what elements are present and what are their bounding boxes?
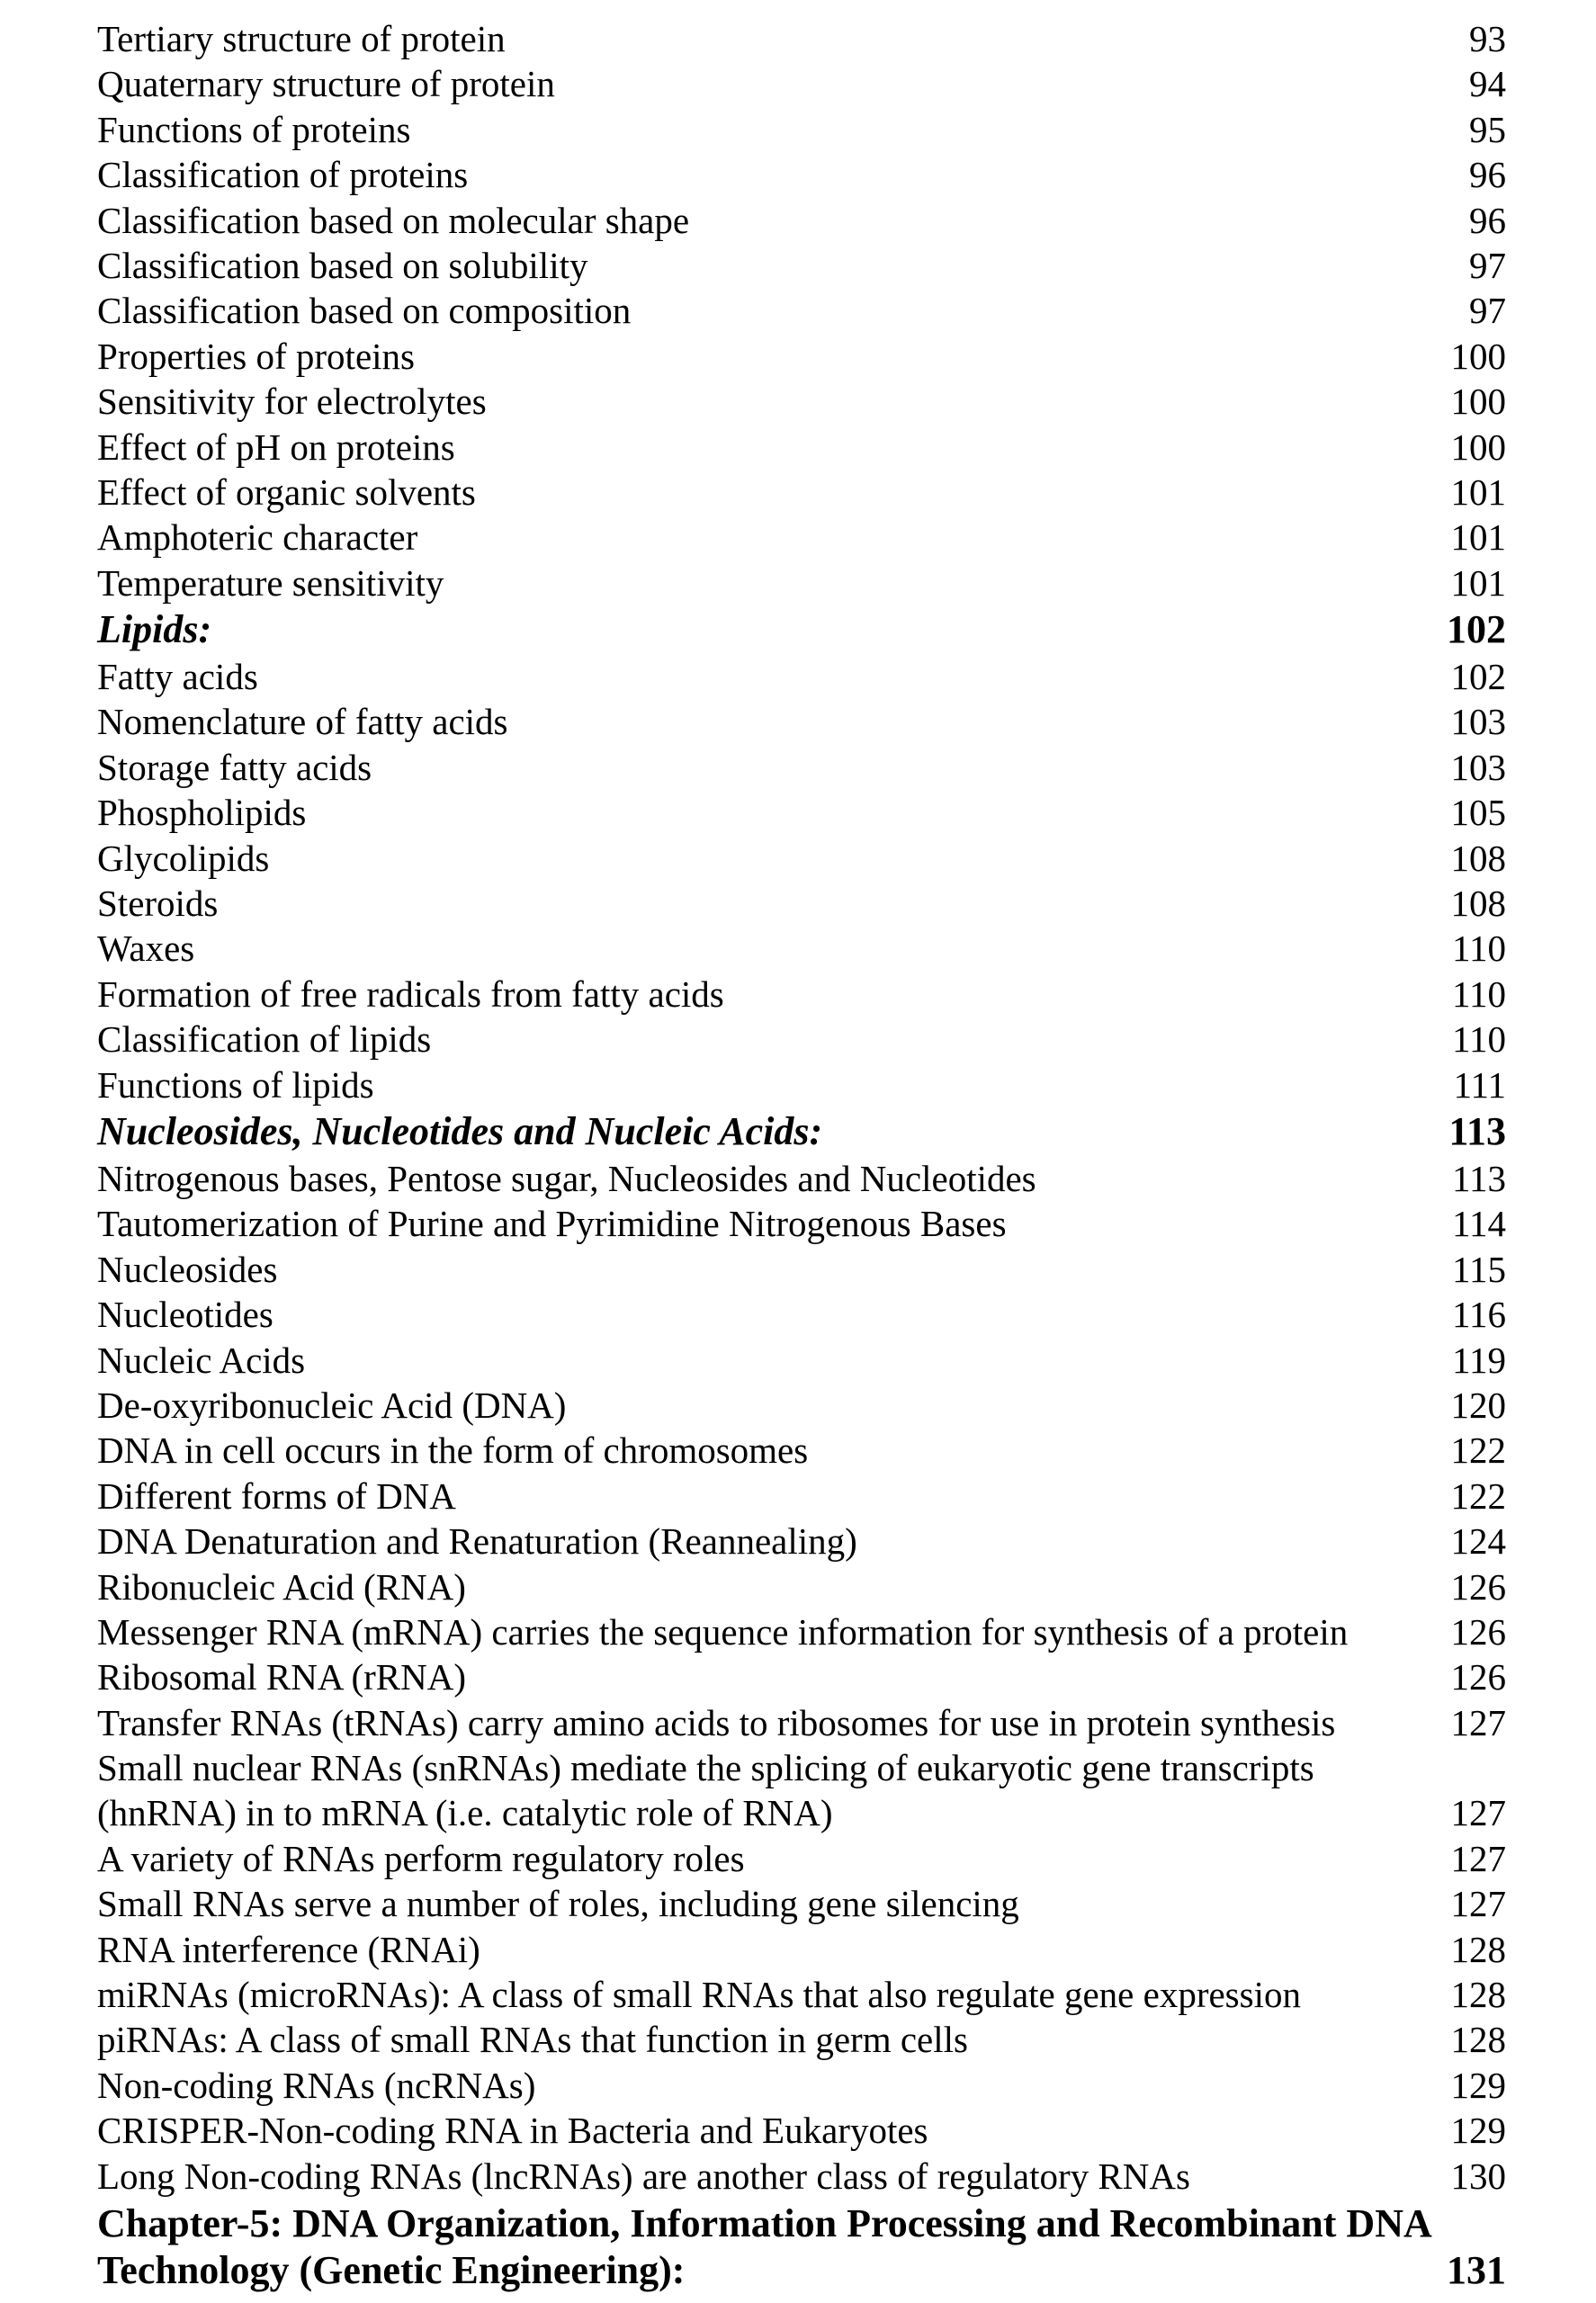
toc-entry-page: 127 — [1450, 1792, 1506, 1834]
chapter-heading — [97, 2200, 1506, 2294]
toc-entry — [97, 1519, 1506, 1564]
toc-entry-page: 126 — [1450, 1565, 1506, 1608]
toc-entry — [97, 881, 1506, 926]
toc-entry-title: Effect of organic solvents — [97, 470, 476, 513]
toc-entry-title: Phospholipids — [97, 792, 307, 834]
toc-entry-title: Messenger RNA (mRNA) carries the sequence information for synthesis of a protein — [97, 1610, 1349, 1653]
toc-entry-page: 111 — [1453, 1063, 1506, 1106]
toc-entry — [97, 379, 1506, 424]
toc-entry-title: Nucleic Acids — [97, 1339, 306, 1381]
toc-entry — [97, 288, 1506, 333]
toc-entry-title: RNA interference (RNAi) — [97, 1928, 480, 1970]
toc-entry — [97, 198, 1506, 243]
toc-entry — [97, 425, 1506, 470]
toc-entry-page: 127 — [1450, 1837, 1506, 1879]
toc-entry-title: Functions of proteins — [97, 108, 411, 150]
toc-entry-page: 113 — [1452, 1157, 1506, 1199]
toc-entry — [97, 1700, 1506, 1745]
toc-entry-title: Formation of free radicals from fatty acids — [97, 972, 724, 1015]
toc-entry-title: Classification of lipids — [97, 1018, 432, 1061]
toc-entry-page: 110 — [1452, 927, 1506, 970]
toc-entry-title: Properties of proteins — [97, 335, 415, 377]
toc-entry-page: 94 — [1469, 63, 1506, 105]
toc-entry-page: 120 — [1450, 1384, 1506, 1426]
toc-entry-title: Lipids: — [97, 607, 212, 652]
toc-entry-title: Nomenclature of fatty acids — [97, 701, 508, 743]
toc-entry — [97, 107, 1506, 152]
toc-entry-title: DNA in cell occurs in the form of chromosomes — [97, 1429, 809, 1472]
toc-section-heading — [97, 1107, 1506, 1156]
toc-entry — [97, 1654, 1506, 1699]
toc-entry-page: 95 — [1469, 108, 1506, 150]
toc-entry-page: 122 — [1450, 1429, 1506, 1472]
toc-entry — [97, 334, 1506, 379]
toc-entry-page: 110 — [1452, 1018, 1506, 1061]
toc-entry-page: 102 — [1447, 607, 1506, 652]
toc-entry — [97, 515, 1506, 560]
toc-entry — [97, 1383, 1506, 1428]
toc-section-heading — [97, 605, 1506, 654]
toc-entry — [97, 243, 1506, 288]
toc-entry-title: Classification based on composition — [97, 290, 632, 332]
toc-entry-page: 97 — [1469, 244, 1506, 286]
toc-entry — [97, 1972, 1506, 2017]
toc-entry-title: Ribonucleic Acid (RNA) — [97, 1565, 466, 1608]
toc-entry-page: 127 — [1450, 1701, 1506, 1743]
toc-entry — [97, 16, 1506, 61]
toc-entry-title: Non-coding RNAs (ncRNAs) — [97, 2064, 536, 2106]
toc-entry-page: 101 — [1450, 516, 1506, 559]
toc-entry-page: 114 — [1452, 1203, 1506, 1245]
toc-entry — [97, 1062, 1506, 1107]
toc-entry-page: 115 — [1452, 1248, 1506, 1290]
toc-entry-page: 129 — [1450, 2110, 1506, 2152]
toc-entry-title: Functions of lipids — [97, 1063, 374, 1106]
toc-entry — [97, 1474, 1506, 1519]
toc-entry — [97, 2108, 1506, 2153]
table-of-contents — [97, 16, 1506, 2294]
toc-entry — [97, 926, 1506, 971]
toc-entry — [97, 745, 1506, 790]
toc-entry-title: Waxes — [97, 927, 195, 970]
toc-entry-title: Glycolipids — [97, 837, 270, 879]
toc-entry-page: 97 — [1469, 290, 1506, 332]
toc-entry-page: 103 — [1450, 701, 1506, 743]
toc-entry-page: 105 — [1450, 792, 1506, 834]
toc-entry-title: Different forms of DNA — [97, 1474, 456, 1517]
toc-entry-title: Fatty acids — [97, 656, 258, 698]
toc-entry — [97, 470, 1506, 515]
toc-entry — [97, 1836, 1506, 1881]
toc-entry-title: Effect of pH on proteins — [97, 426, 455, 468]
toc-entry-page: 116 — [1452, 1294, 1506, 1336]
toc-entry-title: Nucleosides, Nucleotides and Nucleic Acids: — [97, 1108, 823, 1153]
toc-entry-page: 128 — [1450, 1974, 1506, 2016]
toc-entry-page: 129 — [1450, 2064, 1506, 2106]
toc-entry-title: Classification of proteins — [97, 154, 469, 196]
toc-entry — [97, 972, 1506, 1017]
toc-entry-title: Tautomerization of Purine and Pyrimidine Nitrogenous Bases — [97, 1203, 1007, 1245]
toc-entry — [97, 1017, 1506, 1062]
toc-entry — [97, 1338, 1506, 1383]
chapter-title: Chapter-5: DNA Organization, Information Processing and Recombinant DNA Technology (Genetic Engineering): — [97, 2200, 1430, 2292]
toc-entry-title: Classification based on solubility — [97, 244, 588, 286]
toc-entry-page: 124 — [1450, 1520, 1506, 1563]
toc-entry-page: 100 — [1450, 335, 1506, 377]
toc-entry-page: 100 — [1450, 426, 1506, 468]
toc-entry — [97, 2017, 1506, 2062]
toc-entry-title: CRISPER-Non-coding RNA in Bacteria and Eukaryotes — [97, 2110, 928, 2152]
toc-entry-page: 108 — [1450, 883, 1506, 925]
toc-entry — [97, 1927, 1506, 1972]
toc-entry-title: DNA Denaturation and Renaturation (Reannealing) — [97, 1520, 857, 1563]
toc-entry-title: miRNAs (microRNAs): A class of small RNAs that also regulate gene expression — [97, 1974, 1301, 2016]
toc-entry — [97, 1247, 1506, 1292]
toc-entry-title: Quaternary structure of protein — [97, 63, 555, 105]
toc-entry — [97, 1292, 1506, 1337]
toc-entry-title: Amphoteric character — [97, 516, 418, 559]
toc-entry-page: 113 — [1448, 1108, 1506, 1153]
toc-entry-page: 128 — [1450, 1928, 1506, 1970]
toc-entry-title: A variety of RNAs perform regulatory roles — [97, 1837, 745, 1879]
toc-entry-title: Steroids — [97, 883, 219, 925]
toc-entry — [97, 836, 1506, 881]
toc-entry — [97, 790, 1506, 835]
toc-entry-title: Ribosomal RNA (rRNA) — [97, 1656, 466, 1698]
toc-entry-page: 108 — [1450, 837, 1506, 879]
toc-entry-page: 130 — [1450, 2155, 1506, 2197]
toc-entry-page: 101 — [1450, 470, 1506, 513]
toc-entry-title: piRNAs: A class of small RNAs that function in germ cells — [97, 2019, 968, 2061]
toc-entry-title: De-oxyribonucleic Acid (DNA) — [97, 1384, 567, 1426]
toc-entry-page: 100 — [1450, 381, 1506, 423]
toc-entry-page: 126 — [1450, 1656, 1506, 1698]
toc-entry-page: 122 — [1450, 1474, 1506, 1517]
toc-entry-page: 128 — [1450, 2019, 1506, 2061]
toc-entry — [97, 560, 1506, 605]
toc-entry-page: 101 — [1450, 561, 1506, 604]
toc-entry-title: Tertiary structure of protein — [97, 18, 506, 59]
toc-entry-page: 96 — [1469, 154, 1506, 196]
toc-entry-page: 103 — [1450, 746, 1506, 788]
toc-entry-title: Sensitivity for electrolytes — [97, 381, 487, 423]
toc-entry — [97, 699, 1506, 744]
toc-entry-title: Nucleotides — [97, 1294, 273, 1336]
toc-entry — [97, 152, 1506, 197]
toc-entry-page: 127 — [1450, 1883, 1506, 1925]
toc-entry — [97, 1881, 1506, 1926]
toc-entry — [97, 2154, 1506, 2199]
toc-entry-page: 110 — [1452, 972, 1506, 1015]
toc-entry — [97, 654, 1506, 699]
toc-entry — [97, 1745, 1506, 1836]
toc-entry-title: Nitrogenous bases, Pentose sugar, Nucleosides and Nucleotides — [97, 1157, 1036, 1199]
toc-entry-page: 126 — [1450, 1610, 1506, 1653]
toc-entry — [97, 61, 1506, 106]
toc-entry-page: 119 — [1452, 1339, 1506, 1381]
toc-entry-page: 102 — [1450, 656, 1506, 698]
toc-entry-title: Nucleosides — [97, 1248, 278, 1290]
toc-entry-title: Small nuclear RNAs (snRNAs) mediate the splicing of eukaryotic gene transcripts (hnRNA) in to mRNA (i.e. catalytic role of RNA) — [97, 1747, 1314, 1834]
toc-entry-title: Temperature sensitivity — [97, 561, 444, 604]
toc-entries — [97, 16, 1506, 2199]
chapter-page: 131 — [1447, 2247, 1506, 2292]
toc-entry-title: Small RNAs serve a number of roles, including gene silencing — [97, 1883, 1019, 1925]
toc-entry-title: Long Non-coding RNAs (lncRNAs) are another class of regulatory RNAs — [97, 2155, 1190, 2197]
toc-entry — [97, 1156, 1506, 1201]
toc-entry-title: Storage fatty acids — [97, 746, 372, 788]
toc-entry — [97, 2063, 1506, 2108]
toc-entry — [97, 1428, 1506, 1473]
toc-entry-title: Transfer RNAs (tRNAs) carry amino acids to ribosomes for use in protein synthesis — [97, 1701, 1336, 1743]
toc-entry — [97, 1201, 1506, 1246]
toc-entry-page: 96 — [1469, 199, 1506, 241]
toc-entry — [97, 1609, 1506, 1654]
toc-entry-title: Classification based on molecular shape — [97, 199, 690, 241]
toc-entry-page: 93 — [1469, 18, 1506, 59]
toc-entry — [97, 1564, 1506, 1609]
